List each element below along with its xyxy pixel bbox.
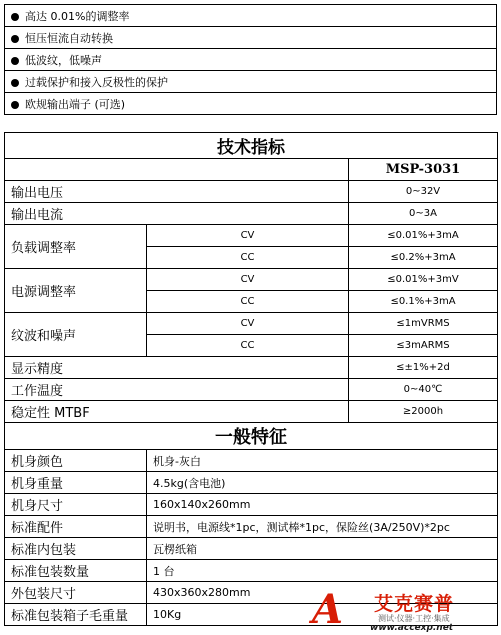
general-value: 机身-灰白 <box>147 450 498 472</box>
feature-item: 过载保护和接入反极性的保护 <box>5 71 497 93</box>
load-reg-label: 负载调整率 <box>5 225 147 269</box>
temp-value: 0~40℃ <box>349 379 498 401</box>
output-current-label: 输出电流 <box>5 203 349 225</box>
general-label: 外包装尺寸 <box>5 582 147 604</box>
source-reg-cc-value: ≤0.1%+3mA <box>349 291 498 313</box>
logo-main-text: 艾克赛普 <box>374 593 455 615</box>
source-reg-cv-value: ≤0.01%+3mV <box>349 269 498 291</box>
model-name: MSP-3031 <box>349 159 498 181</box>
load-reg-cv-value: ≤0.01%+3mA <box>349 225 498 247</box>
general-value: 160x140x260mm <box>147 494 498 516</box>
output-voltage-value: 0~32V <box>349 181 498 203</box>
general-label: 标准包装箱子毛重量 <box>5 604 147 626</box>
specs-table <box>4 132 498 626</box>
general-label: 机身颜色 <box>5 450 147 472</box>
general-label: 标准包装数量 <box>5 560 147 582</box>
features-table <box>4 4 497 115</box>
ripple-cc: CC <box>147 335 349 357</box>
display-value: ≤±1%+2d <box>349 357 498 379</box>
feature-item: 欧规输出端子 (可选) <box>5 93 497 115</box>
bullet-icon <box>11 79 19 87</box>
specs-title: 技术指标 <box>5 133 498 159</box>
logo-url: www.accexp.net <box>370 623 454 633</box>
general-value: 10Kg <box>147 604 498 626</box>
feature-item: 恒压恒流自动转换 <box>5 27 497 49</box>
general-value: 瓦楞纸箱 <box>147 538 498 560</box>
feature-item: 高达 0.01%的调整率 <box>5 5 497 27</box>
load-reg-cc: CC <box>147 247 349 269</box>
mtbf-value: ≥2000h <box>349 401 498 423</box>
ripple-cv: CV <box>147 313 349 335</box>
feature-item: 低波纹，低噪声 <box>5 49 497 71</box>
load-reg-cv: CV <box>147 225 349 247</box>
general-label: 标准内包装 <box>5 538 147 560</box>
ripple-label: 纹波和噪声 <box>5 313 147 357</box>
logo-subtitle: 测试·仪器·工控·集成 <box>378 614 450 623</box>
mtbf-label: 稳定性 MTBF <box>5 401 349 423</box>
bullet-icon <box>11 35 19 43</box>
general-label: 机身重量 <box>5 472 147 494</box>
ripple-cv-value: ≤1mVRMS <box>349 313 498 335</box>
general-label: 标准配件 <box>5 516 147 538</box>
ripple-cc-value: ≤3mARMS <box>349 335 498 357</box>
general-value: 430x360x280mm <box>147 582 498 604</box>
general-value: 4.5kg(含电池) <box>147 472 498 494</box>
bullet-icon <box>11 101 19 109</box>
source-reg-cv: CV <box>147 269 349 291</box>
source-reg-label: 电源调整率 <box>5 269 147 313</box>
source-reg-cc: CC <box>147 291 349 313</box>
output-voltage-label: 输出电压 <box>5 181 349 203</box>
bullet-icon <box>11 57 19 65</box>
watermark-logo <box>312 586 501 635</box>
general-value: 说明书，电源线*1pc，测试棒*1pc，保险丝(3A/250V)*2pc <box>147 516 498 538</box>
general-label: 机身尺寸 <box>5 494 147 516</box>
output-current-value: 0~3A <box>349 203 498 225</box>
load-reg-cc-value: ≤0.2%+3mA <box>349 247 498 269</box>
display-label: 显示精度 <box>5 357 349 379</box>
bullet-icon <box>11 13 19 21</box>
temp-label: 工作温度 <box>5 379 349 401</box>
general-value: 1 台 <box>147 560 498 582</box>
logo-a-icon: A <box>312 586 344 633</box>
general-title: 一般特征 <box>5 423 498 450</box>
